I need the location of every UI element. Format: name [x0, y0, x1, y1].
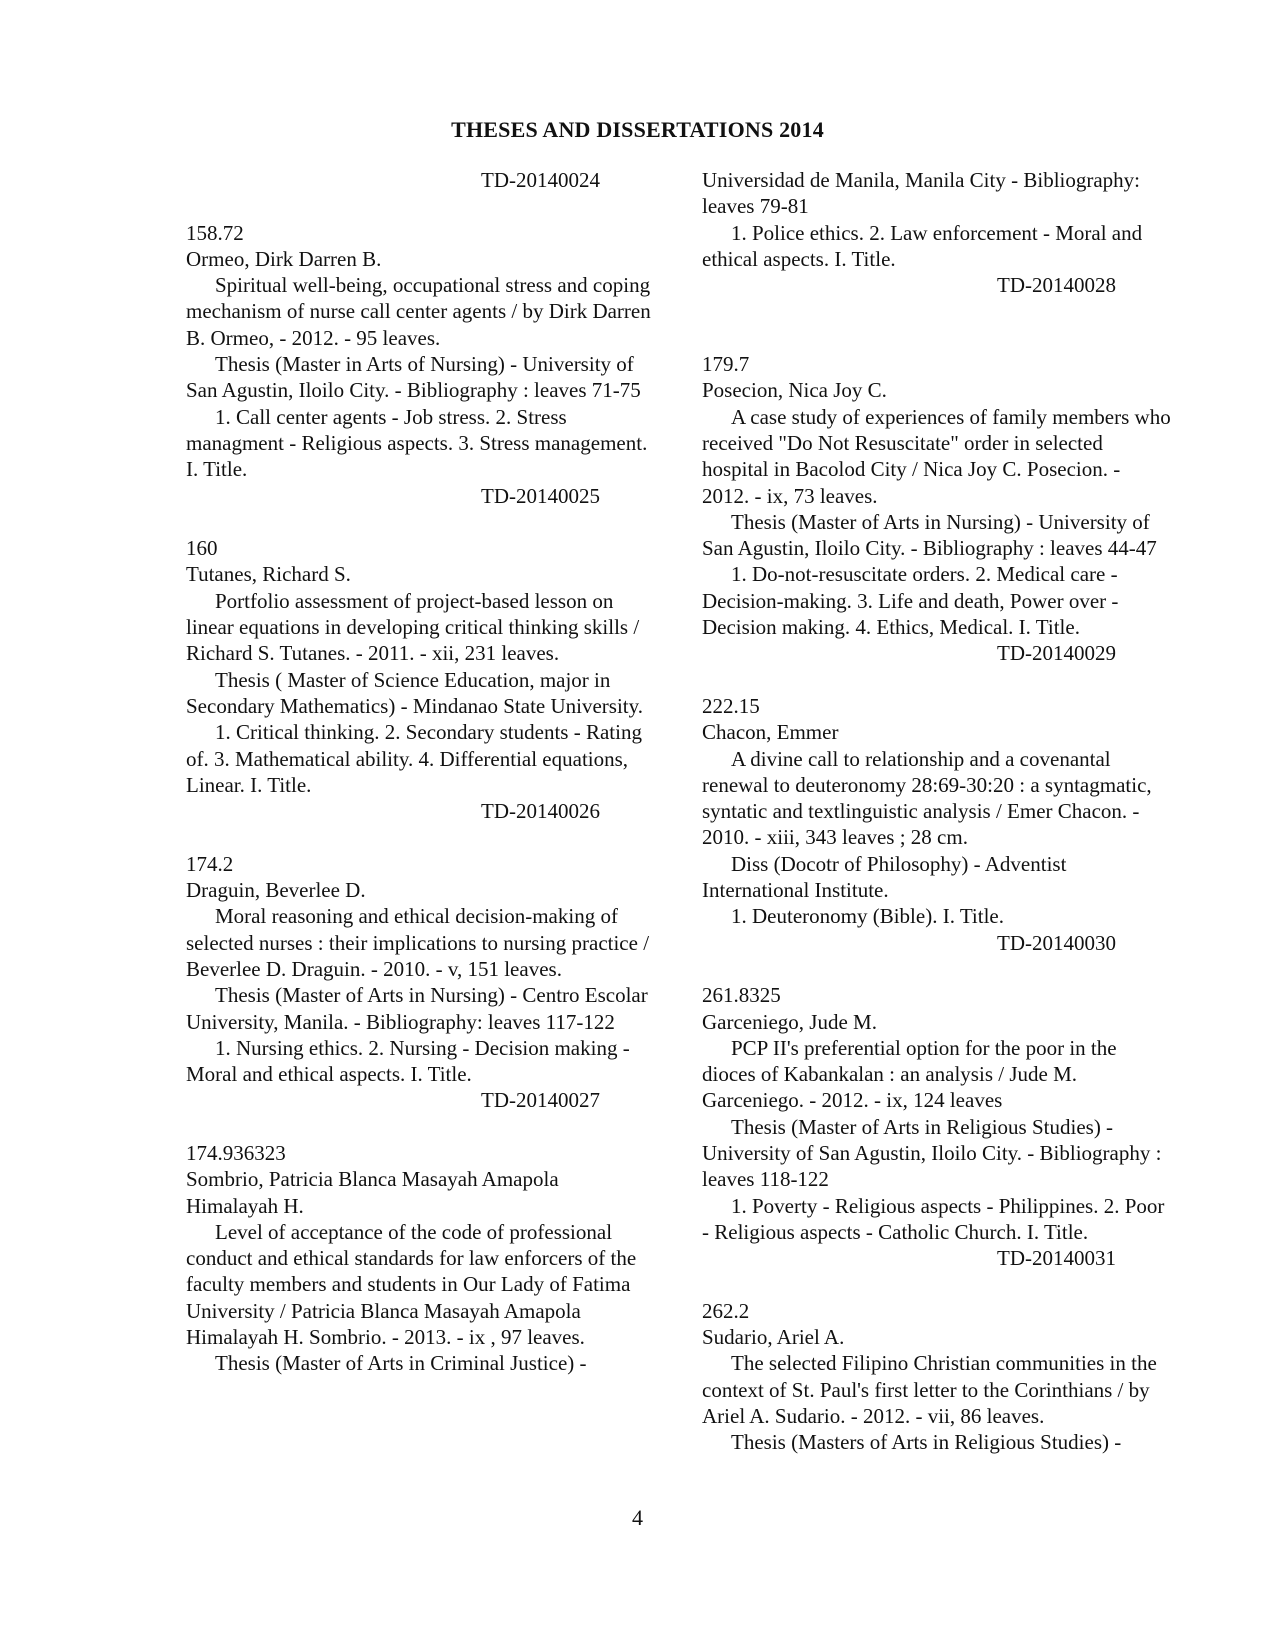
catalog-entry [186, 1140, 656, 1377]
page-number: 4 [632, 1505, 643, 1530]
author: Sombrio, Patricia Blanca Masayah Amapola Himalayah H. [186, 1167, 559, 1218]
call-number: 158.72 [186, 220, 244, 245]
entry-id: TD-20140024 [481, 168, 600, 192]
entry-id: TD-20140031 [997, 1246, 1116, 1271]
spacer [186, 193, 656, 219]
entry-title: Portfolio assessment of project-based lesson on linear equations in developing critical thinking skills / Richard S. Tutanes. - 2011. - xii, 231 leaves. [186, 588, 640, 666]
right-column [702, 167, 1172, 1456]
thesis-note: Universidad de Manila, Manila City - Bibliography: leaves 79-81 [702, 168, 1141, 219]
entry-id: TD-20140029 [997, 641, 1116, 666]
subjects: 1. Deuteronomy (Bible). I. Title. [731, 904, 1004, 929]
call-number: 261.8325 [702, 983, 781, 1008]
subjects: 1. Poverty - Religious aspects - Philippines. 2. Poor - Religious aspects - Catholic Church. I. Title. [702, 1193, 1165, 1244]
thesis-note: Thesis (Master in Arts of Nursing) - University of San Agustin, Iloilo City. - Bibliography : leaves 71-75 [186, 352, 641, 403]
catalog-entry [186, 535, 656, 824]
catalog-entry [186, 851, 656, 1114]
entry-title: A divine call to relationship and a covenantal renewal to deuteronomy 28:69-30:20 : a syntagmatic, syntatic and textlinguistic analysis / Emer Chacon. - 2010. - xiii, 343 leaves ; 28 cm. [702, 746, 1152, 850]
entry-title: Level of acceptance of the code of professional conduct and ethical standards for law enforcers of the faculty members and students in Our Lady of Fatima University / Patricia Blanca Masayah Amapola Himalayah H. Sombrio. - 2013. - ix , 97 leaves. [186, 1219, 637, 1350]
entry-id: TD-20140026 [481, 799, 600, 824]
entry-id: TD-20140028 [997, 273, 1116, 298]
call-number: 222.15 [702, 693, 760, 718]
thesis-note: Thesis (Master of Arts in Criminal Justice) - [215, 1351, 587, 1376]
catalog-entry [702, 693, 1172, 956]
entry-title: PCP II's preferential option for the poor in the dioces of Kabankalan : an analysis / Jude M. Garceniego. - 2012. - ix, 124 leaves [702, 1035, 1117, 1113]
subjects: 1. Do-not-resuscitate orders. 2. Medical care - Decision-making. 3. Life and death, Power over - Decision making. 4. Ethics, Medical. I. Title. [702, 562, 1119, 640]
entry-id: TD-20140030 [997, 930, 1116, 955]
thesis-note: Thesis (Master of Arts in Religious Studies) - University of San Agustin, Iloilo City. - Bibliography : leaves 118-122 [702, 1114, 1162, 1192]
catalog-entry [702, 1298, 1172, 1456]
entry-title: Moral reasoning and ethical decision-making of selected nurses : their implications to nursing practice / Beverlee D. Draguin. - 2010. - v, 151 leaves. [186, 904, 650, 981]
entry-id: TD-20140027 [481, 1088, 600, 1113]
entry-title: Spiritual well-being, occupational stress and coping mechanism of nurse call center agents / by Dirk Darren B. Ormeo, - 2012. - 95 leaves. [186, 273, 651, 350]
author: Posecion, Nica Joy C. [702, 378, 887, 403]
catalog-entry [702, 351, 1172, 667]
thesis-note: Thesis (Master of Arts in Nursing) - University of San Agustin, Iloilo City. - Bibliography : leaves 44-47 [702, 509, 1157, 561]
catalog-entry-continuation [702, 167, 1172, 298]
call-number: 174.2 [186, 851, 234, 876]
subjects: 1. Critical thinking. 2. Secondary students - Rating of. 3. Mathematical ability. 4. Differential equations, Linear. I. Title. [186, 720, 642, 797]
call-number: 262.2 [702, 1298, 750, 1323]
call-number: 160 [186, 536, 218, 561]
catalog-entry [186, 220, 656, 509]
catalog-entry [702, 982, 1172, 1271]
author: Garceniego, Jude M. [702, 1009, 877, 1034]
call-number: 179.7 [702, 352, 750, 377]
thesis-note: Thesis ( Master of Science Education, major in Secondary Mathematics) - Mindanao State University. [186, 667, 644, 718]
page-title: THESES AND DISSERTATIONS 2014 [451, 117, 824, 142]
subjects: 1. Call center agents - Job stress. 2. Stress managment - Religious aspects. 3. Stress management. I. Title. [186, 404, 648, 482]
author: Ormeo, Dirk Darren B. [186, 246, 382, 271]
author: Sudario, Ariel A. [702, 1325, 845, 1350]
entry-title: A case study of experiences of family members who received "Do Not Resuscitate" order in selected hospital in Bacolod City / Nica Joy C. Posecion. - 2012. - ix, 73 leaves. [702, 404, 1171, 508]
call-number: 174.936323 [186, 1140, 286, 1165]
subjects: 1. Nursing ethics. 2. Nursing - Decision making - Moral and ethical aspects. I. Title. [186, 1035, 630, 1087]
entry-title: The selected Filipino Christian communities in the context of St. Paul's first letter to the Corinthians / by Ariel A. Sudario. - 2012. - vii, 86 leaves. [702, 1351, 1157, 1428]
left-column [186, 167, 656, 1377]
thesis-note: Diss (Docotr of Philosophy) - Adventist International Institute. [702, 851, 1067, 903]
subjects: 1. Police ethics. 2. Law enforcement - Moral and ethical aspects. I. Title. [702, 220, 1143, 271]
author: Chacon, Emmer [702, 720, 839, 745]
entry-id: TD-20140025 [481, 483, 600, 508]
spacer [702, 325, 1172, 351]
thesis-note: Thesis (Masters of Arts in Religious Studies) - [731, 1430, 1122, 1455]
author: Tutanes, Richard S. [186, 562, 351, 587]
author: Draguin, Beverlee D. [186, 878, 366, 903]
thesis-note: Thesis (Master of Arts in Nursing) - Centro Escolar University, Manila. - Bibliography: leaves 117-122 [186, 983, 648, 1034]
